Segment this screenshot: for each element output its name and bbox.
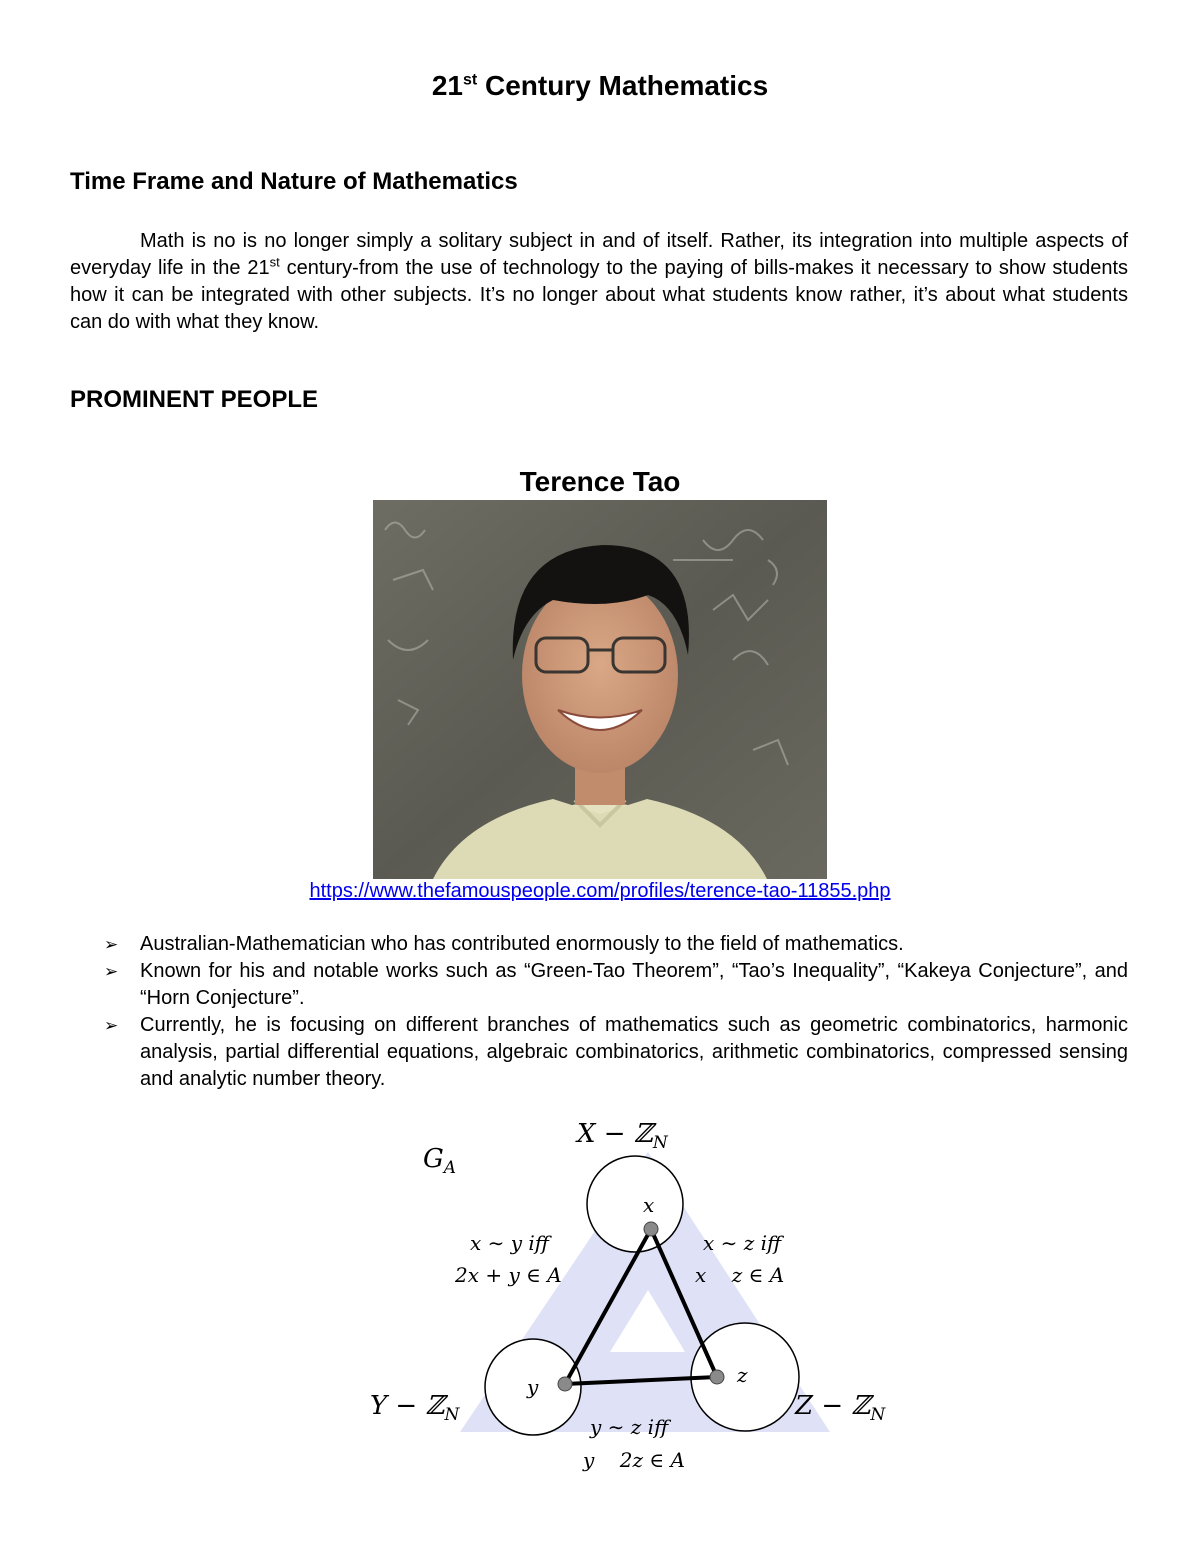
arrow-bullet-icon: ➢ [104, 962, 119, 981]
rule-xz-line1: x ∼ z iff [703, 1231, 782, 1255]
source-link[interactable]: https://www.thefamouspeople.com/profiles/terence-tao-11855.php [309, 880, 891, 902]
graph-diagram [355, 1112, 915, 1482]
tao-facts-list [104, 931, 1128, 1093]
rule-xz-line2: x z ∈ A [695, 1263, 785, 1287]
list-item: ➢ Known for his and notable works such as “Green-Tao Theorem”, “Tao’s Inequality”, “Kakeya Conjecture”, and “Horn Conjecture”. [104, 960, 1128, 1009]
arrow-bullet-icon: ➢ [104, 1016, 119, 1035]
rule-yz-line1: y ∼ z iff [590, 1415, 669, 1439]
section-heading: Time Frame and Nature of Mathematics [70, 168, 518, 195]
node-y-label: y [527, 1375, 539, 1399]
node-x [644, 1222, 658, 1236]
circle-x [587, 1156, 683, 1252]
node-y [558, 1377, 572, 1391]
document-title: 21st Century Mathematics [431, 70, 769, 101]
list-item: ➢ Australian-Mathematician who has contributed enormously to the field of mathematics. [104, 931, 1128, 958]
node-x-label: x [643, 1193, 655, 1217]
set-label-x: X − ℤ$_N$ [577, 1119, 668, 1153]
graph-label: $G_A$ [423, 1144, 457, 1178]
arrow-bullet-icon: ➢ [104, 935, 119, 954]
node-z-label: z [737, 1363, 748, 1387]
set-label-y: Y − ℤ$_N$ [370, 1391, 460, 1425]
terence-tao-photo [373, 500, 827, 879]
node-z [710, 1370, 724, 1384]
list-item: ➢ Currently, he is focusing on different branches of mathematics such as geometric combinatorics, harmonic analysis, partial differential equations, algebraic combinatorics, arithmetic combinatorics, compressed sensing and analytic number theory. [104, 1014, 1128, 1090]
set-label-z: Z − ℤ$_N$ [795, 1391, 886, 1425]
intro-paragraph: Math is no is no longer simply a solitary subject in and of itself. Rather, its integration into multiple aspects of everyday life in the 21st century-from the use of technology to the paying of bills-makes it necessary to show students how it can be integrated with other subjects. It’s no longer about what students know rather, it’s about what students can do with what they know. [70, 230, 1129, 333]
prominent-people-heading: PROMINENT PEOPLE [70, 386, 319, 413]
rule-xy-line1: x ∼ y iff [470, 1231, 549, 1255]
rule-yz-line2: y 2z ∈ A [583, 1448, 685, 1472]
person-name: Terence Tao [519, 466, 681, 497]
rule-xy-line2: 2x + y ∈ A [455, 1263, 562, 1287]
